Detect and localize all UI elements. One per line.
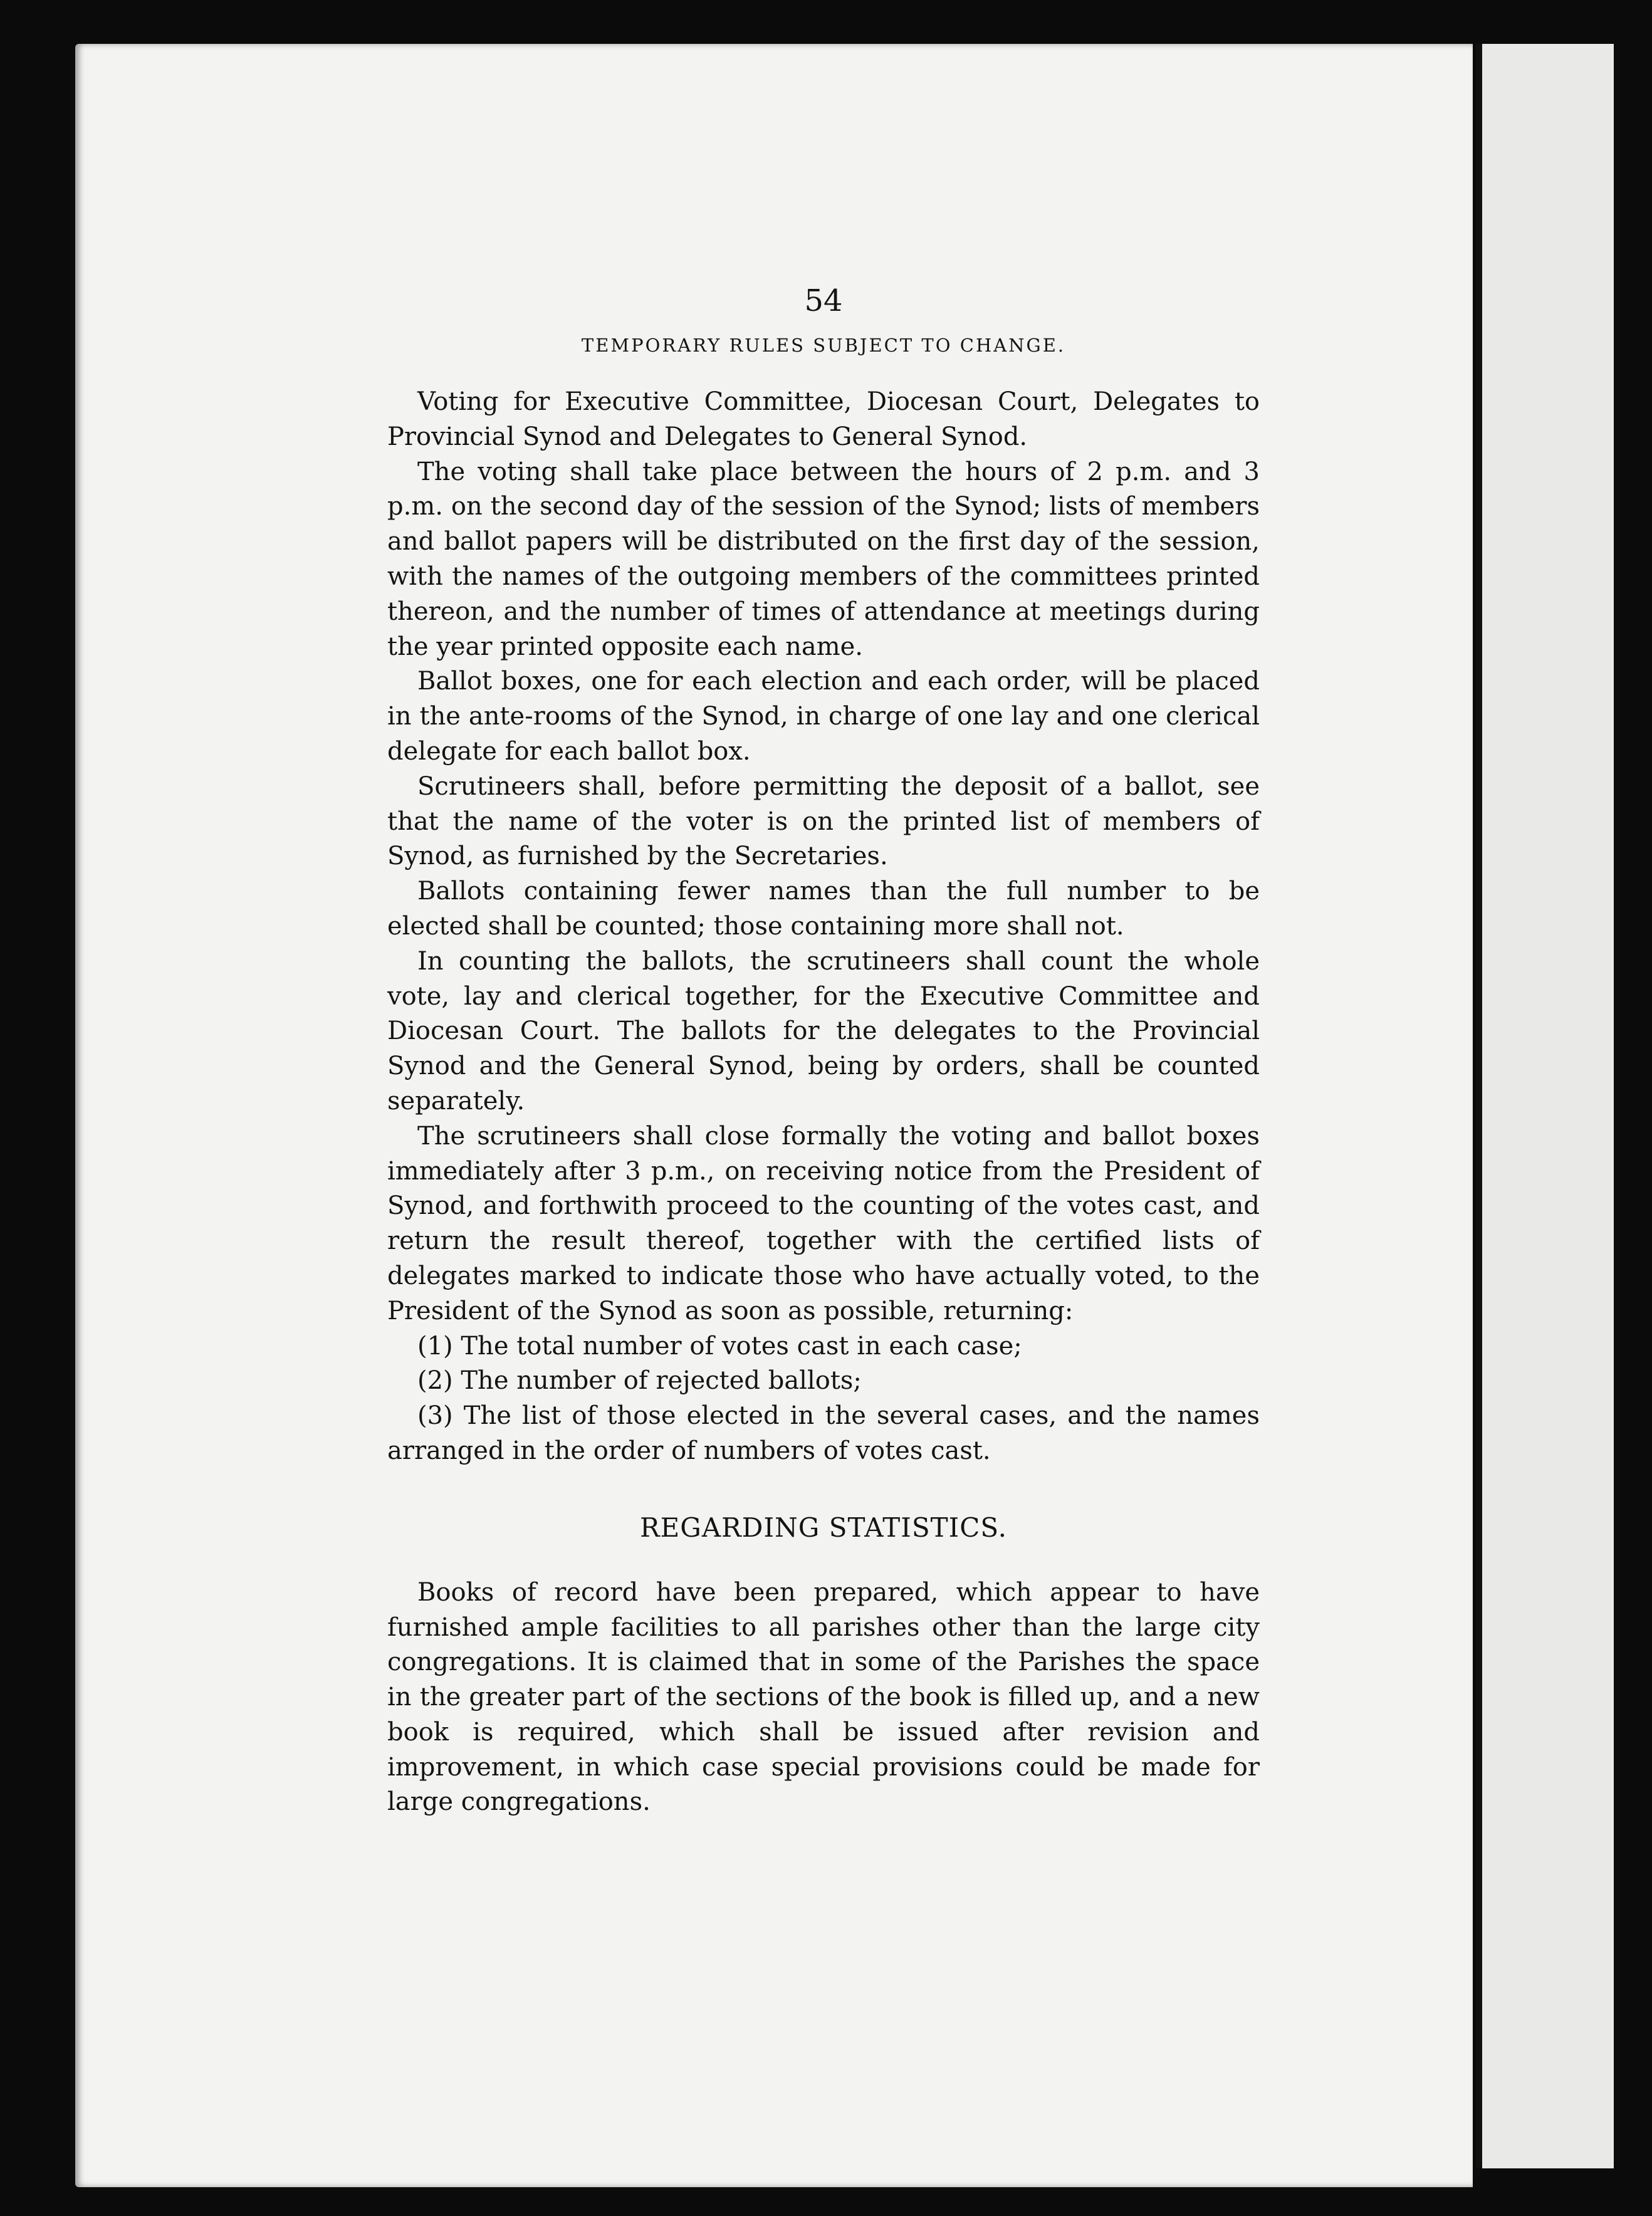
paragraph-statistics: Books of record have been prepared, which appear to have furnished ample facilities to all parishes other than the large city congregations. It is claimed that in some of the Parishes the space in the greater part of the sections of the book is filled up, and a new book is required, which shall be issued after revision and improvement, in which case special provisions could be made for large congregations.	[387, 1577, 1260, 1817]
page-content	[387, 276, 1260, 1820]
facing-page-edge	[1476, 44, 1614, 2168]
paragraph-scrutineers-deposit: Scrutineers shall, before permitting the deposit of a ballot, see that the name of the voter is on the printed list of members of Synod, as furnished by the Secretaries.	[387, 771, 1260, 871]
paragraph-closing-voting: The scrutineers shall close formally the voting and ballot boxes immediately after 3 p.m., on receiving notice from the President of Synod, and forthwith proceed to the counting of the votes cast, and return the result thereof, together with the certified lists of delegates marked to indicate those who have actually voted, to the President of the Synod as soon as possible, returning:	[387, 1121, 1260, 1325]
paragraph-counting: In counting the ballots, the scrutineers shall count the whole vote, lay and clerical together, for the Executive Committee and Diocesan Court. The ballots for the delegates to the Provincial Synod and the General Synod, being by orders, shall be counted separately.	[387, 946, 1260, 1116]
list-item-3: (3) The list of those elected in the several cases, and the names arranged in the order of numbers of votes cast.	[387, 1401, 1260, 1465]
section-heading-statistics: REGARDING STATISTICS.	[640, 1512, 1007, 1543]
list-item-2: (2) The number of rejected ballots;	[417, 1366, 862, 1396]
running-head: TEMPORARY RULES SUBJECT TO CHANGE.	[581, 335, 1066, 356]
paragraph-voting-intro: Voting for Executive Committee, Diocesan Court, Delegates to Provincial Synod and Delegates to General Synod.	[387, 387, 1260, 451]
page-number: 54	[804, 283, 843, 318]
list-item-1: (1) The total number of votes cast in each case;	[417, 1331, 1022, 1361]
paragraph-ballot-count-rule: Ballots containing fewer names than the full number to be elected shall be counted; those containing more shall not.	[387, 877, 1260, 941]
paragraph-ballot-boxes: Ballot boxes, one for each election and each order, will be placed in the ante-rooms of the Synod, in charge of one lay and one clerical delegate for each ballot box.	[387, 667, 1260, 766]
paragraph-voting-time: The voting shall take place between the hours of 2 p.m. and 3 p.m. on the second day of the session of the Synod; lists of members and ballot papers will be distributed on the first day of the session, with the names of the outgoing members of the committees printed thereon, and the number of times of attendance at meetings during the year printed opposite each name.	[387, 457, 1260, 661]
